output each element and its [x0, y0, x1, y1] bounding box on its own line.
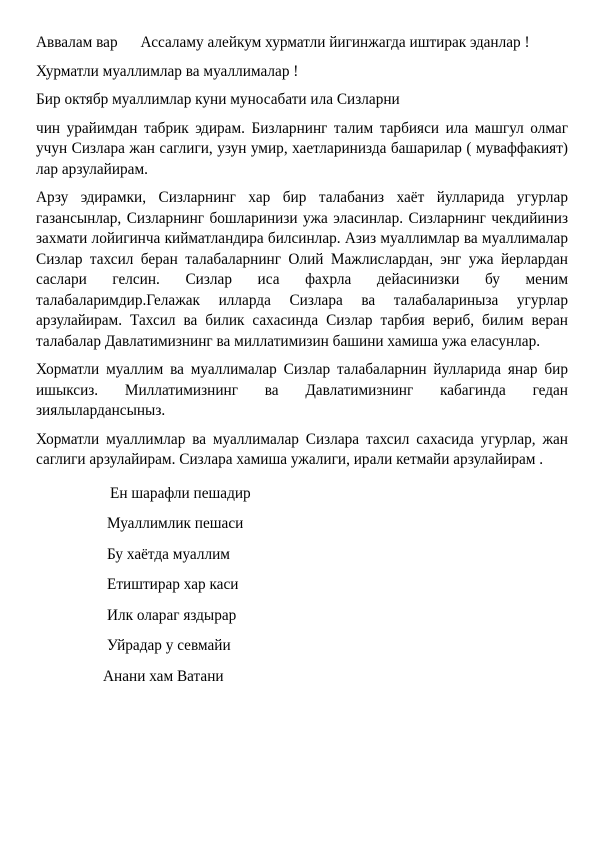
poem-line: Ен шарафли пешадир	[110, 484, 251, 502]
congratulation-paragraph: чин урайимдан табрик эдирам. Бизларнинг талим тарбияси ила машгул олмаг учун Сизлара жан саглиги, узун умир, хаетларинизда башарилар ( муваффакият) лар арзулайирам.	[36, 119, 568, 178]
poem-line: Етиштирар хар каси	[107, 576, 239, 593]
wishes-paragraph: Арзу эдирамки, Сизларнинг хар бир талабаниз хаёт йулларида угурлар газансынлар, Сизларнинг бошларинизи ужа эласинлар. Сизларнинг чекдийиниз захмати лойигинча кийматландира билсинлар. Азиз муаллимлар ва муаллималар Сизлар тахсил беран талабаларнинг Олий Мажлислардан, энг ужа йерлардан саслари гелсин. Сизлар иса фахрла дейасинизки бу меним талабаларимдир.Гелажак илларда Сизлара ва талабаларинызa угурлар арзулайирам. Тахсил ва билик сахасинда Сизлар тарбия вериб, билим веран талабалар Давлатимизнинг ва миллатимизин башини хамиша ужа еласунлар.	[36, 189, 568, 350]
poem	[36, 479, 568, 693]
document-page	[36, 33, 568, 692]
occasion-paragraph: Бир октябр муаллимлар куни муносабати ила Сизларни	[36, 91, 400, 108]
poem-line: Бу хаётда муаллим	[107, 545, 230, 563]
greeting-paragraph: Аввалам вар Ассаламу алейкум хурматли йигинжагда иштирак эданлар !	[36, 34, 530, 51]
poem-line: Уйрадар у севмайи	[107, 637, 231, 654]
closing-paragraph: Хорматли муаллимлар ва муаллималар Сизлара тахсил сахасида угурлар, жан саглиги арзулайирам. Сизлара хамиша ужалиги, ирали кетмайи арзулайирам .	[36, 430, 568, 468]
poem-line: Анани хам Ватани	[103, 667, 224, 685]
poem-line: Илк олараг яздырар	[107, 606, 237, 624]
address-paragraph: Хурматли муаллимлар ва муаллималар !	[36, 62, 299, 80]
praise-paragraph: Хорматли муаллим ва муаллималар Сизлар талабаларнин йулларида янар бир ишыксиз. Миллатимизнинг ва Давлатимизнинг кабагинда гедан зиялылардансыныз.	[36, 361, 568, 419]
poem-line: Муаллимлик пешаси	[107, 515, 244, 532]
